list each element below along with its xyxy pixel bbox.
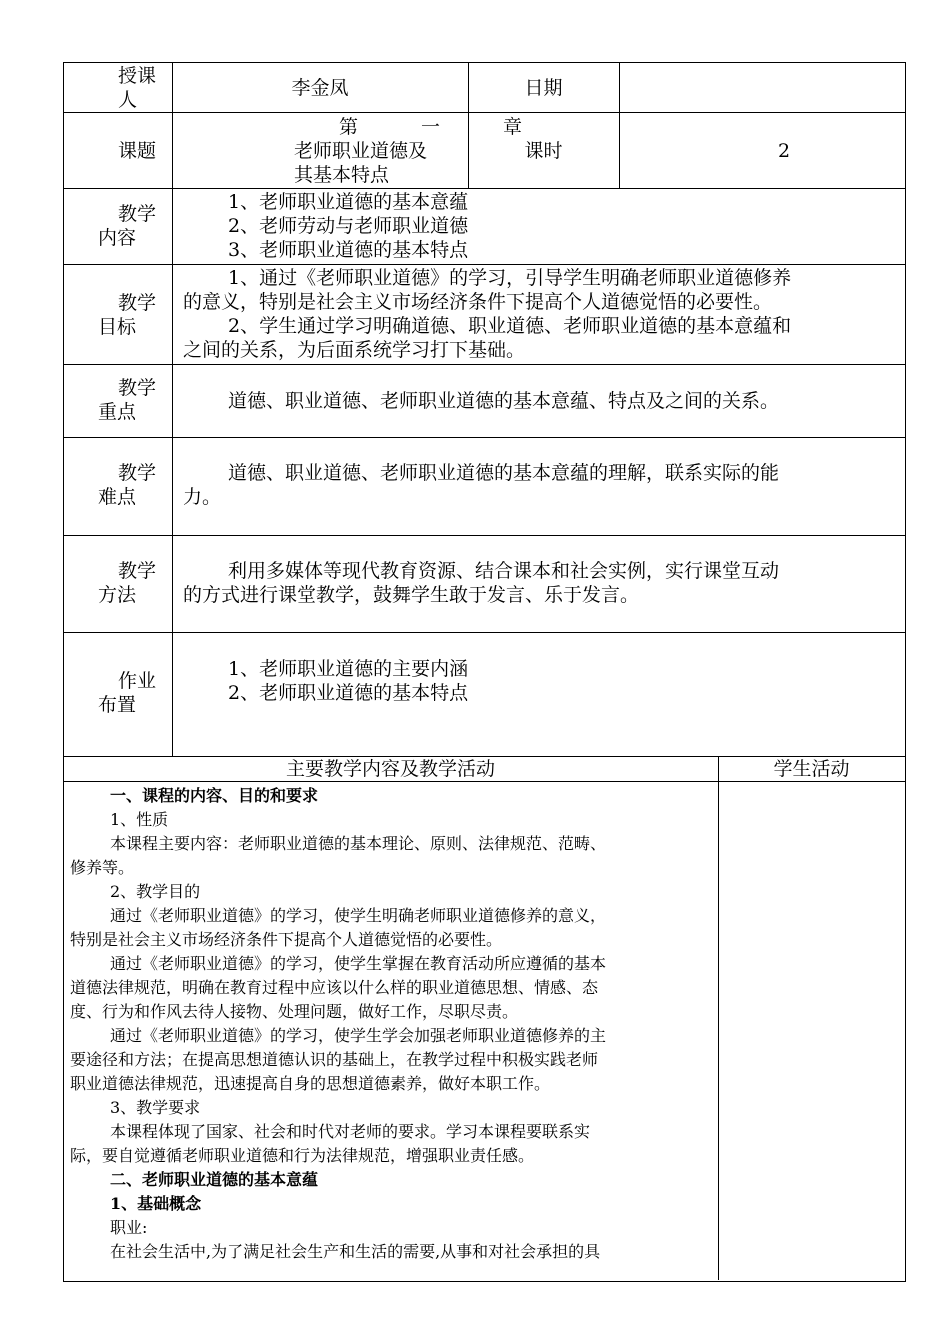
body-line: 特别是社会主义市场经济条件下提高个人道德觉悟的必要性。 [70,930,503,949]
teacher-name: 李金凤 [291,77,349,99]
body-line: 本课程主要内容：老师职业道德的基本理论、原则、法律规范、范畴、 [110,834,607,853]
row-divider [63,632,905,633]
body-line: 通过《老师职业道德》的学习，使学生学会加强老师职业道德修养的主 [110,1026,607,1045]
key-line: 道德、职业道德、老师职业道德的基本意蕴、特点及之间的关系。 [228,390,780,412]
row-divider [63,264,905,265]
goals-line: 2、学生通过学习明确道德、职业道德、老师职业道德的基本意蕴和 [228,315,792,337]
column-divider [172,62,173,756]
homework-line: 1、老师职业道德的主要内涵 [228,658,469,680]
content-label: 教学 内容 [98,203,157,249]
topic-line-2: 老师职业道德及 [294,140,428,162]
topic-line-1: 第 一 章 [339,116,545,138]
subsection-heading: 1、基础概念 [110,1194,202,1213]
body-line: 职业: [110,1218,148,1237]
method-line: 的方式进行课堂教学，鼓舞学生敢于发言、乐于发言。 [183,584,640,606]
difficulty-line: 道德、职业道德、老师职业道德的基本意蕴的理解，联系实际的能 [228,462,780,484]
row-divider [63,437,905,438]
column-divider [718,756,719,1280]
goals-line: 1、通过《老师职业道德》的学习，引导学生明确老师职业道德修养 [228,267,792,289]
body-line: 1、性质 [110,810,169,829]
body-line: 度、行为和作风去待人接物、处理问题，做好工作，尽职尽责。 [70,1002,519,1021]
hours-value: 2 [777,140,791,162]
section-heading: 一、课程的内容、目的和要求 [110,786,319,805]
body-line: 在社会生活中,为了满足社会生产和生活的需要,从事和对社会承担的具 [110,1242,601,1261]
body-line: 职业道德法律规范，迅速提高自身的思想道德素养，做好本职工作。 [70,1074,551,1093]
homework-text [228,657,468,705]
key-label: 教学 重点 [98,377,157,423]
topic-label: 课题 [118,140,157,162]
method-line: 利用多媒体等现代教育资源、结合课本和社会实例，实行课堂互动 [228,560,780,582]
student-activities-header: 学生活动 [773,758,850,780]
goals-line: 的意义，特别是社会主义市场经济条件下提高个人道德觉悟的必要性。 [183,291,773,313]
difficulty-label: 教学 难点 [98,462,157,508]
goals-text [183,266,791,362]
hours-label: 课时 [524,140,563,162]
homework-line: 2、老师职业道德的基本特点 [228,682,469,704]
goals-line: 之间的关系，为后面系统学习打下基础。 [183,339,526,361]
key-text [228,389,779,413]
section-heading: 二、老师职业道德的基本意蕴 [110,1170,319,1189]
body-line: 2、教学目的 [110,882,201,901]
method-label: 教学 方法 [98,560,157,606]
body-line: 道德法律规范，明确在教育过程中应该以什么样的职业道德思想、情感、态 [70,978,599,997]
row-divider [63,112,905,113]
difficulty-line: 力。 [183,486,222,508]
row-divider [63,535,905,536]
activities-body [70,784,716,1264]
homework-label: 作业 布置 [98,670,157,716]
body-line: 通过《老师职业道德》的学习，使学生掌握在教育活动所应遵循的基本 [110,954,607,973]
body-line: 修养等。 [70,858,135,877]
topic-line-3: 其基本特点 [294,164,390,186]
content-line: 3、老师职业道德的基本特点 [228,239,469,261]
method-text [183,559,779,607]
body-line: 通过《老师职业道德》的学习，使学生明确老师职业道德修养的意义， [110,906,607,925]
content-line: 1、老师职业道德的基本意蕴 [228,191,469,213]
difficulty-text [183,461,779,509]
body-line: 本课程体现了国家、社会和时代对老师的要求。学习本课程要联系实 [110,1122,591,1141]
content-line: 2、老师劳动与老师职业道德 [228,215,469,237]
column-divider [619,62,620,188]
goals-label: 教学 目标 [98,292,157,338]
main-activities-header: 主要教学内容及教学活动 [285,758,495,780]
row-divider [63,364,905,365]
content-text [228,190,468,262]
body-line: 要途径和方法；在提高思想道德认识的基础上，在教学过程中积极实践老师 [70,1050,599,1069]
row-divider [63,781,905,782]
date-label: 日期 [524,77,563,99]
body-line: 3、教学要求 [110,1098,201,1117]
teacher-label: 授课 人 [118,65,157,111]
row-divider [63,188,905,189]
body-line: 际，要自觉遵循老师职业道德和行为法律规范，增强职业责任感。 [70,1146,535,1165]
